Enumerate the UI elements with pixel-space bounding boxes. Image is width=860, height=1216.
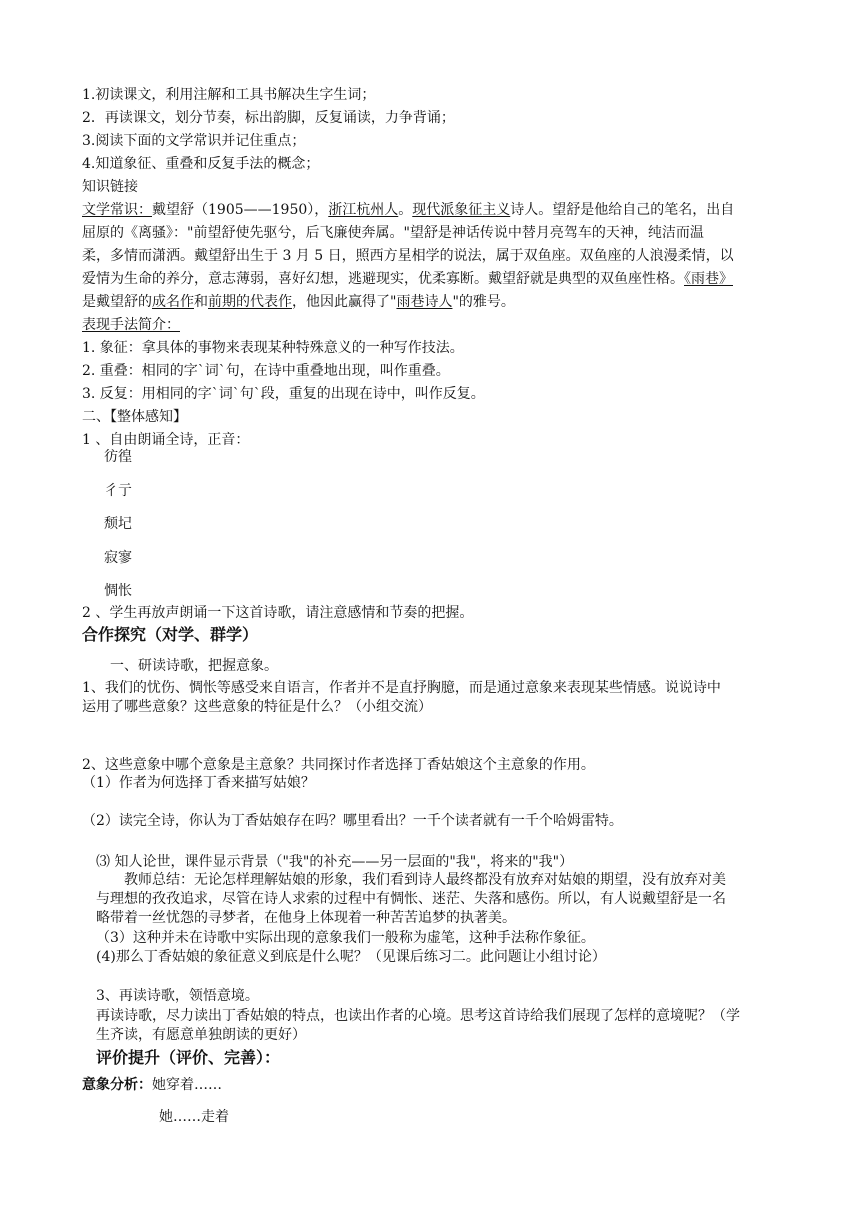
- objective-2: 2．再读课文，划分节奏，标出韵脚，反复诵读，力争背诵；: [82, 110, 455, 126]
- image-analysis-line-2: 她……走着: [159, 1109, 229, 1125]
- and-text: 和: [194, 294, 208, 310]
- line5-mid: ，他因此赢得了": [292, 294, 397, 310]
- question-1-line-2: 运用了哪些意象？这些意象的特征是什么？（小组交流）: [82, 699, 432, 715]
- birthplace: 浙江杭州人: [328, 202, 399, 218]
- yuxiang-title: 《雨巷》: [684, 271, 733, 287]
- rain-alley-poet: 雨巷诗人: [396, 294, 453, 310]
- school: 现代派象征主义: [412, 202, 511, 218]
- technique-repeat: 3. 反复：用相同的字`词`句`段，重复的出现在诗中，叫作反复。: [82, 386, 485, 402]
- evaluate-heading: 评价提升（评价、完善）：: [96, 1048, 281, 1067]
- coop-sub-1: 一、研读诗歌，把握意象。: [110, 658, 278, 674]
- objective-3: 3.阅读下面的文学常识并记住重点；: [82, 133, 306, 149]
- pronunciation-word-1: 彷徨: [104, 449, 132, 465]
- image-analysis-label: 意象分析：: [82, 1077, 152, 1093]
- birth-years: 戴望舒（1905——1950），: [152, 202, 329, 218]
- question-2: 2、这些意象中哪个意象是主意象？共同探讨作者选择丁香姑娘这个主意象的作用。: [82, 757, 595, 773]
- literary-knowledge-line-2: 屈原的《离骚》："前望舒使先驱兮，后飞廉使奔属。"望舒是神话传说中替月亮驾车的天神，纯洁而温: [82, 225, 704, 241]
- line5-end: "的雅号。: [452, 294, 515, 310]
- overall-item-1: 1 、自由朗诵全诗，正音：: [82, 432, 250, 448]
- early-representative-work: 前期的代表作: [208, 294, 292, 310]
- pronunciation-word-4: 寂寥: [104, 550, 132, 566]
- pen-name-text: 诗人。望舒是他给自己的笔名，出自: [510, 202, 735, 218]
- personality-text: 爱情为生命的养分，意志薄弱，喜好幻想，逃避现实，优柔寡断。戴望舒就是典型的双鱼座性格。: [82, 271, 684, 287]
- techniques-heading: 表现手法简介：: [82, 317, 180, 333]
- teacher-summary-line-1: 教师总结：无论怎样理解姑娘的形象，我们看到诗人最终都没有放弃对姑娘的期望，没有放弃对美: [124, 872, 726, 888]
- pronunciation-word-5: 惆怅: [104, 583, 132, 599]
- literary-knowledge-line-1: [82, 201, 734, 219]
- pronunciation-word-3: 颓圮: [104, 516, 132, 532]
- question-2-part-5: (4)那么丁香姑娘的象征意义到底是什么呢？（见课后练习二。此问题让小组讨论）: [96, 949, 606, 965]
- period: 。: [398, 202, 413, 218]
- overall-heading: 二、【整体感知】: [82, 409, 187, 425]
- cooperative-heading: 合作探究（对学、群学）: [82, 625, 259, 644]
- knowledge-heading: 知识链接: [82, 179, 138, 195]
- breakthrough-work: 成名作: [152, 294, 194, 310]
- teacher-summary-line-3: 略带着一丝忧怨的寻梦者，在他身上体现着一种苦苦追梦的执著美。: [96, 910, 516, 926]
- objective-1: 1.初读课文，利用注解和工具书解决生字生词；: [82, 87, 376, 103]
- technique-symbol: 1. 象征：拿具体的事物来表现某种特殊意义的一种写作技法。: [82, 340, 464, 356]
- literary-knowledge-line-5: [82, 293, 515, 311]
- question-2-part-3: ⑶ 知人论世，课件显示背景（"我"的补充——另一层面的"我"，将来的"我"）: [96, 854, 574, 870]
- teacher-summary-line-2: 与理想的孜孜追求，尽管在诗人求索的过程中有惆怅、迷茫、失落和感伤。所以，有人说戴望舒是一名: [96, 891, 726, 907]
- question-2-part-4: （3）这种并未在诗歌中实际出现的意象我们一般称为虚笔，这种手法称作象征。: [96, 930, 595, 946]
- image-analysis: [82, 1076, 222, 1094]
- coop-sub-3: 3、再读诗歌，领悟意境。: [96, 988, 259, 1004]
- question-1-line-1: 1、我们的忧伤、惆怅等感受来自语言，作者并不是直抒胸臆，而是通过意象来表现某些情感。说说诗中: [82, 680, 721, 696]
- question-2-part-1: （1）作者为何选择丁香来描写姑娘？: [82, 775, 315, 791]
- pronunciation-word-2: 彳亍: [104, 483, 132, 499]
- overall-item-2: 2 、学生再放声朗诵一下这首诗歌，请注意感情和节奏的把握。: [82, 605, 474, 621]
- literary-knowledge-line-3: 柔，多情而潇洒。戴望舒出生于 3 月 5 日，照西方星相学的说法，属于双鱼座。双鱼座的人浪漫柔情，以: [82, 248, 734, 264]
- literary-label: 文学常识：: [82, 202, 152, 218]
- line5-start: 是戴望舒的: [82, 294, 152, 310]
- literary-knowledge-line-4: [82, 270, 733, 288]
- image-analysis-line-1: 她穿着……: [152, 1077, 222, 1093]
- objective-4: 4.知道象征、重叠和反复手法的概念；: [82, 156, 320, 172]
- question-3-line-2: 生齐读，有愿意单独朗读的更好）: [96, 1027, 306, 1043]
- question-2-part-2: （2）读完全诗，你认为丁香姑娘存在吗？哪里看出？一千个读者就有一千个哈姆雷特。: [82, 813, 623, 829]
- technique-overlap: 2. 重叠：相同的字`词`句，在诗中重叠地出现，叫作重叠。: [82, 363, 450, 379]
- question-3-line-1: 再读诗歌，尽力读出丁香姑娘的特点，也读出作者的心境。思考这首诗给我们展现了怎样的意境呢？（学: [96, 1008, 740, 1024]
